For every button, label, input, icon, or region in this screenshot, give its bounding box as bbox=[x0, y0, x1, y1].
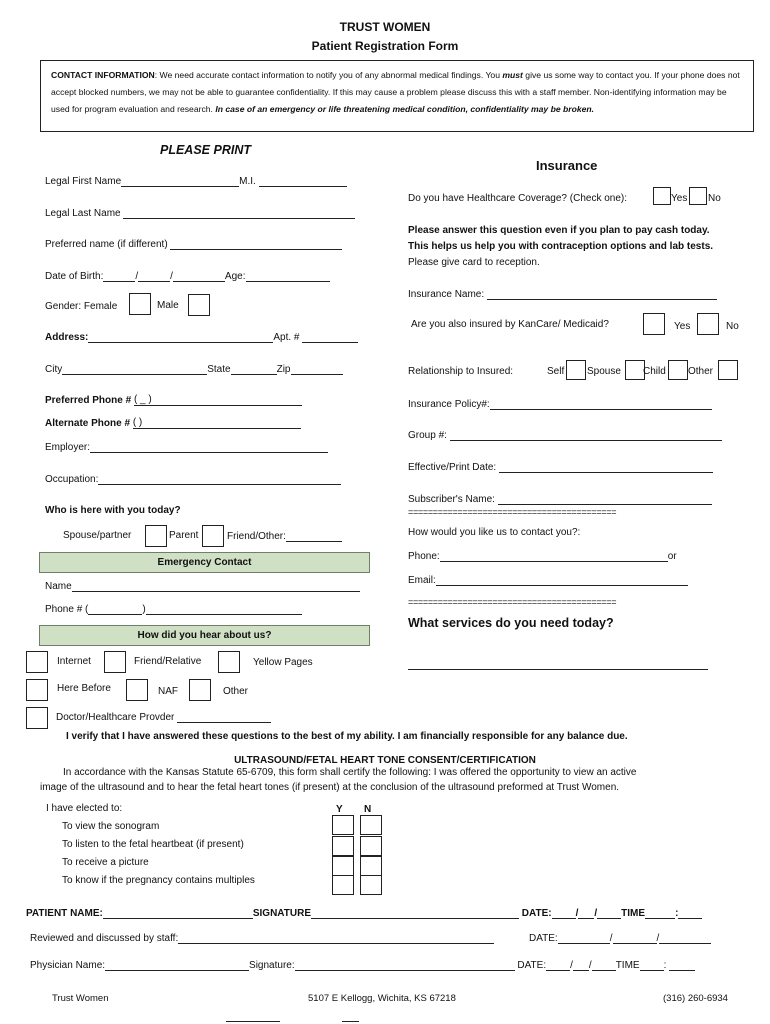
kancare-yes-label: Yes bbox=[674, 321, 691, 332]
footer-org: Trust Women bbox=[52, 993, 109, 1004]
patient-time-hour[interactable] bbox=[645, 907, 675, 919]
mi-label: M.I. bbox=[239, 176, 256, 187]
pref-phone-row bbox=[45, 394, 302, 406]
ins-name-row bbox=[408, 288, 717, 300]
multiples-n-checkbox[interactable] bbox=[360, 875, 382, 895]
mi-field[interactable] bbox=[259, 175, 347, 187]
heartbeat-n-checkbox[interactable] bbox=[360, 836, 382, 856]
elect-item-sonogram: To view the sonogram bbox=[62, 821, 160, 832]
coverage-question: Do you have Healthcare Coverage? (Check one): bbox=[408, 193, 628, 204]
hear-about-band: How did you hear about us? bbox=[39, 625, 370, 646]
preferred-name-label: Preferred name (if different) bbox=[45, 239, 168, 250]
cash-note bbox=[408, 223, 718, 271]
ultrasound-heading: ULTRASOUND/FETAL HEART TONE CONSENT/CERTIFICATION bbox=[234, 755, 536, 766]
preferred-name-field[interactable] bbox=[170, 238, 342, 250]
org-title: TRUST WOMEN bbox=[339, 20, 431, 34]
friend-relative-checkbox[interactable] bbox=[104, 651, 126, 673]
kancare-no-checkbox[interactable] bbox=[697, 313, 719, 335]
patient-date-day[interactable] bbox=[578, 907, 594, 919]
col-y-label: Y bbox=[336, 804, 343, 815]
contact-phone-label: Phone: bbox=[408, 551, 440, 562]
separator-1: ========================================== bbox=[408, 507, 617, 517]
last-name-label: Legal Last Name bbox=[45, 208, 121, 219]
contact-email-row bbox=[408, 574, 688, 586]
dob-label: Date of Birth: bbox=[45, 271, 104, 282]
relationship-label: Relationship to Insured: bbox=[408, 366, 514, 377]
cash-note-plain: Please give card to reception. bbox=[408, 257, 540, 268]
first-name-label: Legal First Name bbox=[45, 176, 122, 187]
footer-address: 5107 E Kellogg, Wichita, KS 67218 bbox=[308, 993, 456, 1004]
city-label: City bbox=[45, 364, 63, 375]
elect-item-multiples: To know if the pregnancy contains multiples bbox=[62, 875, 255, 886]
ultrasound-line1: In accordance with the Kansas Statute 65-6709, this form shall certify the following: I was offered the opportunity to view an active bbox=[63, 767, 637, 778]
reviewed-date-year[interactable] bbox=[659, 932, 711, 944]
gender-male-checkbox[interactable] bbox=[188, 294, 210, 316]
alt-phone-label: Alternate Phone # bbox=[45, 418, 131, 429]
policy-row bbox=[408, 398, 712, 410]
reviewed-field[interactable] bbox=[178, 932, 494, 944]
pref-phone-label: Preferred Phone # bbox=[45, 395, 132, 406]
subscriber-row bbox=[408, 493, 712, 505]
services-field[interactable] bbox=[408, 669, 708, 670]
reviewed-row bbox=[30, 932, 494, 944]
kancare-question: Are you also insured by KanCare/ Medicaid? bbox=[411, 319, 609, 330]
city-row bbox=[45, 363, 343, 375]
heartbeat-y-checkbox[interactable] bbox=[332, 836, 354, 856]
spouse-checkbox[interactable] bbox=[145, 525, 167, 547]
preferred-name-row bbox=[45, 238, 342, 250]
naf-label: NAF bbox=[158, 686, 178, 697]
internet-checkbox[interactable] bbox=[26, 651, 48, 673]
gender-label: Gender: Female bbox=[45, 301, 118, 312]
dob-day-field[interactable] bbox=[138, 270, 170, 282]
coverage-no-label: No bbox=[708, 193, 721, 204]
reviewed-date-row: DATE: / / bbox=[529, 932, 711, 944]
hear-other-label: Other bbox=[223, 686, 249, 697]
separator-2: ========================================== bbox=[408, 597, 617, 607]
physician-time-label: TIME bbox=[615, 960, 640, 971]
patient-date-month[interactable] bbox=[552, 907, 576, 919]
address-label: Address: bbox=[45, 332, 89, 343]
contact-email-field[interactable] bbox=[436, 574, 688, 586]
apt-field[interactable] bbox=[302, 331, 358, 343]
first-name-row bbox=[45, 175, 347, 187]
physician-time-hour[interactable] bbox=[640, 959, 664, 971]
alt-phone-field[interactable] bbox=[133, 417, 301, 429]
naf-checkbox[interactable] bbox=[126, 679, 148, 701]
rel-self-checkbox[interactable] bbox=[566, 360, 586, 380]
emergency-note: In case of an emergency or life threatening medical condition, confidentiality may be broken. bbox=[215, 104, 595, 114]
picture-y-checkbox[interactable] bbox=[332, 856, 354, 876]
sonogram-y-checkbox[interactable] bbox=[332, 815, 354, 835]
reviewed-date-month[interactable] bbox=[558, 932, 610, 944]
first-name-field[interactable] bbox=[121, 175, 239, 187]
physician-time-min[interactable] bbox=[669, 959, 695, 971]
parent-checkbox[interactable] bbox=[202, 525, 224, 547]
patient-sign-row: PATIENT NAME: SIGNATURE DATE: / / TIME : bbox=[26, 907, 702, 919]
coverage-no-checkbox[interactable] bbox=[689, 187, 707, 205]
rel-child-checkbox[interactable] bbox=[668, 360, 688, 380]
effective-field[interactable] bbox=[499, 461, 713, 473]
employer-row bbox=[45, 441, 328, 453]
here-before-checkbox[interactable] bbox=[26, 679, 48, 701]
last-name-row bbox=[45, 207, 355, 219]
state-label: State bbox=[207, 364, 231, 375]
policy-field[interactable] bbox=[490, 398, 712, 410]
rel-spouse-checkbox[interactable] bbox=[625, 360, 645, 380]
hear-other-checkbox[interactable] bbox=[189, 679, 211, 701]
kancare-yes-checkbox[interactable] bbox=[643, 313, 665, 335]
age-field[interactable] bbox=[246, 270, 330, 282]
footer-phone: (316) 260-6934 bbox=[663, 993, 728, 1004]
occupation-label: Occupation: bbox=[45, 474, 99, 485]
patient-date-label: DATE: bbox=[521, 908, 552, 919]
ec-phone-close: ) bbox=[142, 604, 146, 615]
friend-relative-label: Friend/Relative bbox=[134, 656, 202, 667]
here-before-label: Here Before bbox=[57, 683, 111, 694]
doctor-row bbox=[56, 711, 271, 723]
please-print: PLEASE PRINT bbox=[160, 143, 251, 157]
verify-statement: I verify that I have answered these questions to the best of my ability. I am financially responsible for any balance due. bbox=[66, 731, 628, 742]
employer-field[interactable] bbox=[90, 441, 328, 453]
ec-name-label: Name bbox=[45, 581, 72, 592]
doctor-field[interactable] bbox=[177, 711, 271, 723]
form-title: Patient Registration Form bbox=[311, 39, 459, 53]
physician-name-field[interactable] bbox=[105, 959, 249, 971]
physician-signature-field[interactable] bbox=[295, 959, 515, 971]
insurance-heading: Insurance bbox=[536, 158, 598, 173]
contact-info-text2: give us some way to contact you. If your phone does not accept blocked numbers, we may not be able to guarantee confidentiality. If this may cause a problem please discuss this with a staff member. Non-identifying information may be used for program evaluation and research. bbox=[51, 70, 740, 114]
reviewed-label: Reviewed and discussed by staff: bbox=[30, 933, 179, 944]
spouse-label: Spouse/partner bbox=[63, 530, 132, 541]
rel-other-label: Other bbox=[688, 366, 714, 377]
parent-label: Parent bbox=[169, 530, 199, 541]
ultrasound-line2: image of the ultrasound and to hear the fetal heart tones (if present) at the conclusion of the ultrasound preformed at Trust Women. bbox=[40, 782, 620, 793]
effective-row bbox=[408, 461, 713, 473]
alt-phone-format: ( ) bbox=[132, 417, 143, 428]
dob-month-field[interactable] bbox=[103, 270, 135, 282]
emergency-contact-band: Emergency Contact bbox=[39, 552, 370, 573]
ec-phone-label: Phone # ( bbox=[45, 604, 89, 615]
sonogram-n-checkbox[interactable] bbox=[360, 815, 382, 835]
friend-other-label: Friend/Other: bbox=[227, 531, 286, 542]
zip-label: Zip bbox=[276, 364, 291, 375]
address-row bbox=[45, 331, 358, 343]
contact-email-label: Email: bbox=[408, 575, 436, 586]
alt-phone-row bbox=[45, 417, 301, 429]
state-field[interactable] bbox=[231, 363, 277, 375]
patient-signature-field[interactable] bbox=[311, 907, 519, 919]
ec-phone-field[interactable] bbox=[146, 603, 302, 615]
dob-row: Date of Birth: / / Age: bbox=[45, 270, 330, 282]
multiples-y-checkbox[interactable] bbox=[332, 875, 354, 895]
rel-spouse-label: Spouse bbox=[587, 366, 621, 377]
ec-name-row bbox=[45, 580, 360, 592]
apt-label: Apt. # bbox=[273, 332, 300, 343]
physician-date-year[interactable] bbox=[592, 959, 616, 971]
physician-date-day[interactable] bbox=[573, 959, 589, 971]
ec-name-field[interactable] bbox=[72, 580, 360, 592]
subscriber-label: Subscriber's Name: bbox=[408, 494, 495, 505]
elect-item-heartbeat: To listen to the fetal heartbeat (if present) bbox=[62, 839, 244, 850]
reviewed-date-label: DATE: bbox=[529, 933, 558, 944]
subscriber-field[interactable] bbox=[498, 493, 712, 505]
who-here-label: Who is here with you today? bbox=[45, 505, 181, 516]
physician-signature-label: Signature: bbox=[249, 960, 295, 971]
coverage-yes-checkbox[interactable] bbox=[653, 187, 671, 205]
city-field[interactable] bbox=[62, 363, 207, 375]
col-n-label: N bbox=[364, 804, 372, 815]
group-row bbox=[408, 429, 722, 441]
physician-date-month[interactable] bbox=[546, 959, 570, 971]
internet-label: Internet bbox=[57, 656, 91, 667]
contact-info-text1: : We need accurate contact information to notify you of any abnormal medical findings. You bbox=[154, 70, 503, 80]
zip-field[interactable] bbox=[291, 363, 343, 375]
address-field[interactable] bbox=[88, 331, 273, 343]
employer-label: Employer: bbox=[45, 442, 91, 453]
rel-child-label: Child bbox=[643, 366, 666, 377]
yellow-pages-checkbox[interactable] bbox=[218, 651, 240, 673]
rel-self-label: Self bbox=[547, 366, 565, 377]
physician-label: Physician Name: bbox=[30, 960, 106, 971]
ins-name-label: Insurance Name: bbox=[408, 289, 485, 300]
contact-phone-field[interactable] bbox=[440, 550, 668, 562]
gender-male-label: Male bbox=[157, 300, 179, 311]
yellow-pages-label: Yellow Pages bbox=[253, 657, 313, 668]
elected-label: I have elected to: bbox=[46, 803, 123, 814]
patient-name-label: PATIENT NAME: bbox=[26, 908, 103, 919]
pref-phone-field[interactable] bbox=[134, 394, 302, 406]
cash-note-bold: Please answer this question even if you plan to pay cash today. This helps us help you with contraception options and lab tests. bbox=[408, 225, 714, 252]
contact-phone-row bbox=[408, 550, 677, 562]
last-name-field[interactable] bbox=[123, 207, 355, 219]
footer-initials-line bbox=[226, 1021, 280, 1022]
doctor-label: Doctor/Healthcare Provder bbox=[56, 712, 175, 723]
patient-time-label: TIME bbox=[621, 908, 646, 919]
ec-phone-row bbox=[45, 603, 302, 615]
ins-name-field[interactable] bbox=[487, 288, 717, 300]
contact-or-label: or bbox=[667, 551, 677, 562]
occupation-row bbox=[45, 473, 341, 485]
contact-info-label: CONTACT INFORMATION bbox=[51, 70, 155, 80]
patient-time-min[interactable] bbox=[678, 907, 702, 919]
patient-signature-label: SIGNATURE bbox=[252, 908, 312, 919]
patient-name-field[interactable] bbox=[103, 907, 253, 919]
rel-other-checkbox[interactable] bbox=[718, 360, 738, 380]
elect-item-picture: To receive a picture bbox=[62, 857, 149, 868]
picture-n-checkbox[interactable] bbox=[360, 856, 382, 876]
kancare-no-label: No bbox=[726, 321, 739, 332]
patient-date-year[interactable] bbox=[597, 907, 621, 919]
friend-other-field[interactable] bbox=[286, 530, 342, 542]
group-field[interactable] bbox=[450, 429, 722, 441]
occupation-field[interactable] bbox=[98, 473, 341, 485]
ec-phone-area-field[interactable] bbox=[88, 603, 142, 615]
coverage-yes-label: Yes bbox=[671, 193, 688, 204]
reviewed-date-day[interactable] bbox=[613, 932, 657, 944]
group-label: Group #: bbox=[408, 430, 447, 441]
physician-row: Physician Name: Signature: DATE: / / TIME : bbox=[30, 959, 695, 971]
doctor-checkbox[interactable] bbox=[26, 707, 48, 729]
dob-year-field[interactable] bbox=[173, 270, 225, 282]
age-label: Age: bbox=[224, 271, 246, 282]
must-word: must bbox=[502, 70, 523, 80]
friend-other-row bbox=[227, 530, 342, 542]
services-question: What services do you need today? bbox=[408, 616, 614, 630]
gender-female-checkbox[interactable] bbox=[129, 293, 151, 315]
contact-info-box bbox=[40, 60, 754, 132]
physician-date-label: DATE: bbox=[517, 960, 547, 971]
policy-label: Insurance Policy#: bbox=[408, 399, 490, 410]
contact-question: How would you like us to contact you?: bbox=[408, 527, 581, 538]
footer-short-line bbox=[342, 1021, 359, 1022]
effective-label: Effective/Print Date: bbox=[408, 462, 497, 473]
pref-phone-format: ( _ ) bbox=[133, 394, 152, 405]
